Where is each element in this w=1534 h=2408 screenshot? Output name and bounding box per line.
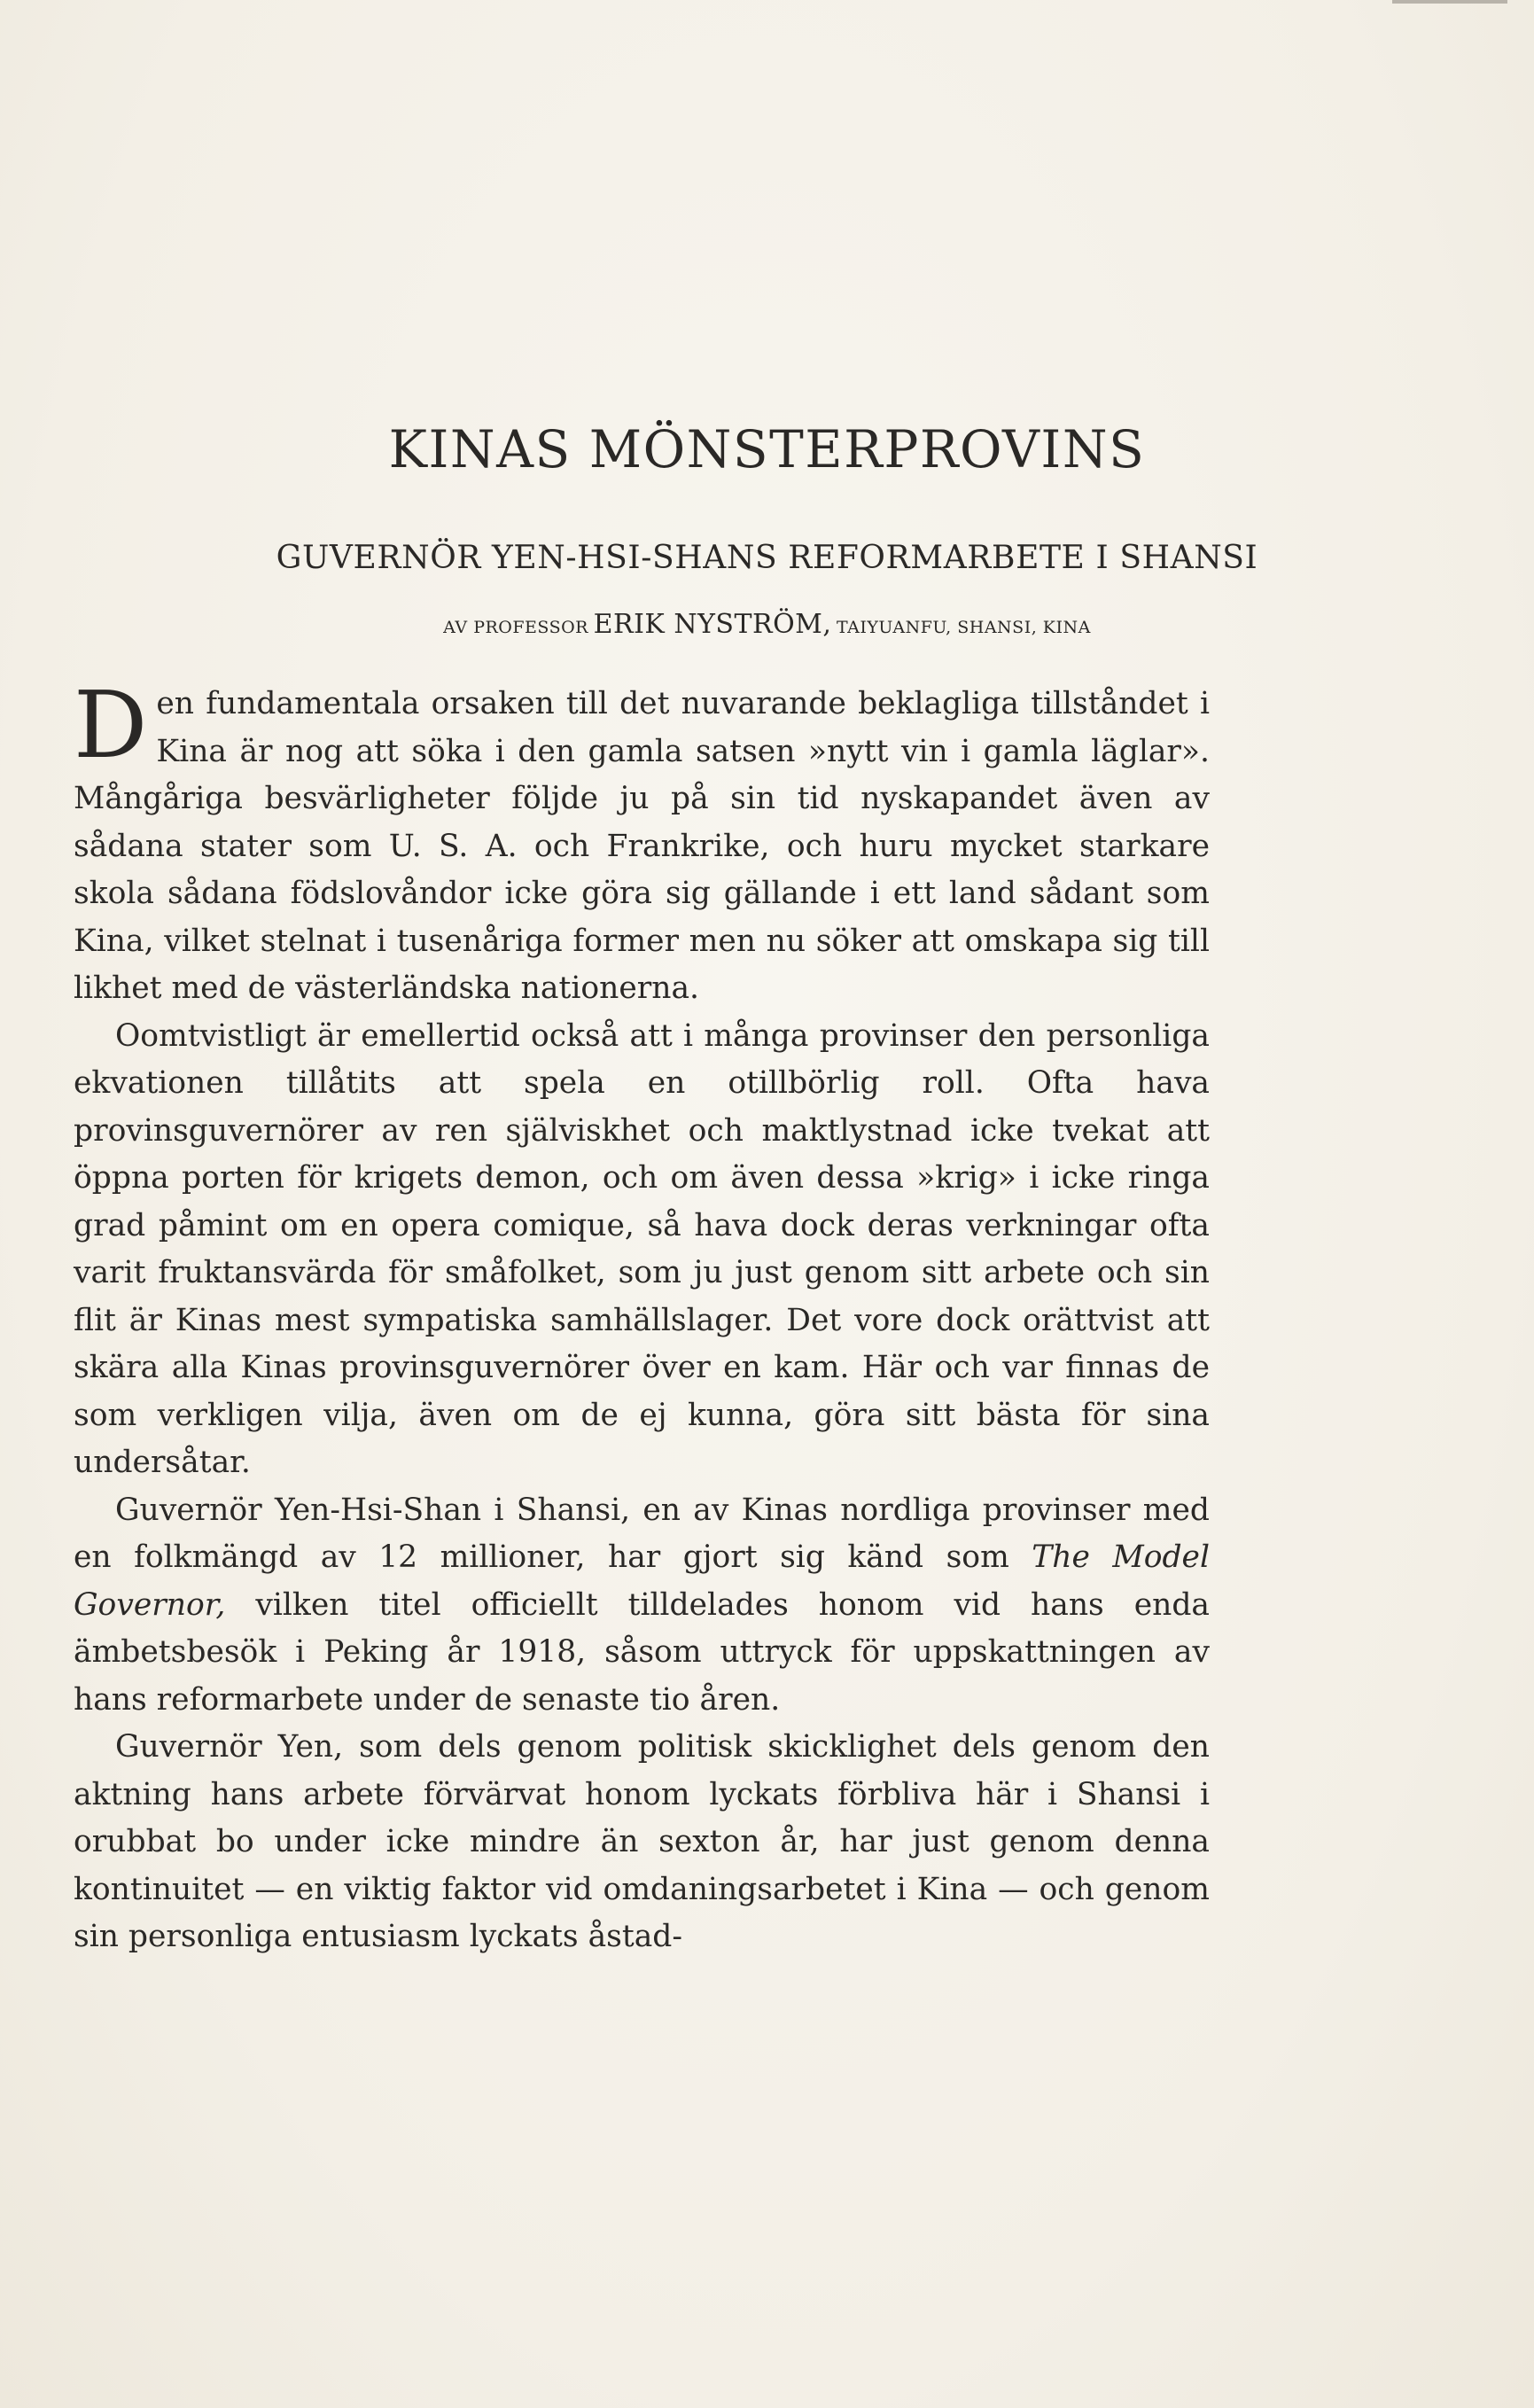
paragraph-text: en fundamentala orsaken till det nuvarande beklagliga tillståndet i Kina är nog att söka i den gamla satsen »nytt vin i gamla läglar». Mångåriga besvärligheter följde ju på sin tid nyskapandet även av sådana stater som U. S. A. och Frankrike, och huru mycket starkare skola sådana födslovåndor icke göra sig gällande i ett land sådant som Kina, vilket stelnat i tusenåriga former men nu söker att omskapa sig till likhet med de västerländska nationerna.: [74, 686, 1210, 1006]
italic-title: The Model Governor,: [74, 1539, 1211, 1623]
byline-prefix: AV PROFESSOR: [443, 618, 588, 637]
paragraph-4: Guvernör Yen, som dels genom politisk skicklighet dels genom den aktning hans arbete förvärvat honom lyckats förbliva här i Shansi i orubbat bo under icke mindre än sexton år, har just genom denna kontinuitet — en viktig faktor vid omdaningsarbetet i Kina — och genom sin personliga entusiasm lyckats åstad-: [74, 1729, 1210, 1954]
drop-cap: D: [74, 671, 148, 779]
byline-location: TAIYUANFU, SHANSI, KINA: [837, 618, 1091, 637]
paragraph-text: Guvernör Yen-Hsi-Shan i Shansi, en av Kinas nordliga provinser med en folkmängd av 12 millioner, har gjort sig känd som: [74, 1492, 1210, 1575]
paragraph-1: [74, 671, 1210, 1013]
article-title: KINAS MÖNSTERPROVINS: [388, 419, 1146, 479]
article-body: [74, 671, 1211, 1961]
paragraph-3: [74, 1487, 1210, 1725]
article-subtitle: GUVERNÖR YEN-HSI-SHANS REFORMARBETE I SHANSI: [276, 540, 1258, 576]
byline-author: ERIK NYSTRÖM,: [593, 609, 832, 640]
byline: [0, 609, 1534, 640]
paragraph-2: Oomtvistligt är emellertid också att i många provinser den personliga ekvationen tillåtits att spela en otillbörlig roll. Ofta hava provinsguvernörer av ren själviskhet och maktlystnad icke tvekat att öppna porten för krigets demon, och om även dessa »krig» i icke ringa grad påmint om en opera comique, så hava dock deras verkningar ofta varit fruktansvärda för småfolket, som ju just genom sitt arbete och sin flit är Kinas mest sympatiska samhällslager. Det vore dock orättvist att skära alla Kinas provinsguvernörer över en kam. Här och var finnas de som verkligen vilja, även om de ej kunna, göra sitt bästa för sina undersåtar.: [74, 1017, 1210, 1480]
page-edge-mark: [1392, 0, 1507, 4]
paragraph-text: vilken titel officiellt tilldelades honom vid hans enda ämbetsbesök i Peking år 1918, såsom uttryck för uppskattningen av hans reformarbete under de senaste tio åren.: [74, 1586, 1211, 1718]
